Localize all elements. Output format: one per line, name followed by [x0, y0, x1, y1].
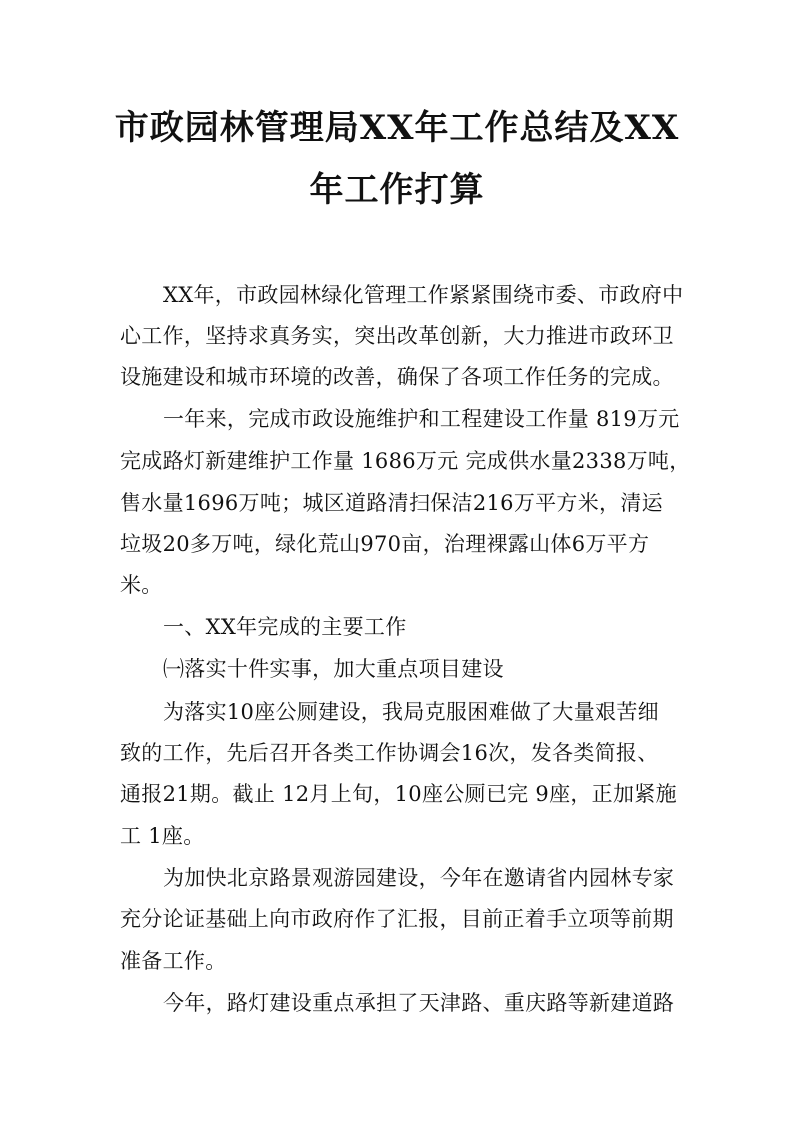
section-heading: 一、XX年完成的主要工作	[163, 615, 407, 639]
paragraph-line: 完成路灯新建维护工作量 1686万元 完成供水量2338万吨，	[120, 449, 691, 473]
paragraph-line: 致的工作，先后召开各类工作协调会16次，发各类简报、	[120, 741, 659, 765]
paragraph-line: 设施建设和城市环境的改善，确保了各项工作任务的完成。	[120, 365, 674, 389]
paragraph-line: XX年，市政园林绿化管理工作紧紧围绕市委、市政府中	[163, 283, 684, 307]
paragraph-line: 一年来，完成市政设施维护和工程建设工作量 819万元	[163, 407, 680, 431]
paragraph-line: 米。	[120, 573, 163, 597]
paragraph-line: 今年，路灯建设重点承担了天津路、重庆路等新建道路	[163, 991, 675, 1015]
paragraph-line: 工 1座。	[120, 824, 205, 848]
paragraph-line: 准备工作。	[120, 949, 227, 973]
paragraph-line: 心工作，坚持求真务实，突出改革创新，大力推进市政环卫	[120, 324, 674, 348]
paragraph-line: 通报21期。截止 12月上旬，10座公厕已完 9座，正加紧施	[120, 782, 677, 806]
paragraph-line: 充分论证基础上向市政府作了汇报，目前正着手立项等前期	[120, 907, 674, 931]
paragraph-line: 为落实10座公厕建设，我局克服困难做了大量艰苦细	[163, 700, 659, 724]
document-title-line-1: 市政园林管理局XX年工作总结及XX	[114, 108, 680, 148]
paragraph-line: 售水量1696万吨；城区道路清扫保洁216万平方米，清运	[120, 491, 663, 515]
paragraph-line: 垃圾20多万吨，绿化荒山970亩，治理裸露山体6万平方	[120, 532, 650, 556]
subsection-heading: ㈠落实十件实事，加大重点项目建设	[163, 657, 504, 681]
paragraph-line: 为加快北京路景观游园建设，今年在邀请省内园林专家	[163, 866, 675, 890]
document-title-line-2: 年工作打算	[309, 170, 485, 210]
